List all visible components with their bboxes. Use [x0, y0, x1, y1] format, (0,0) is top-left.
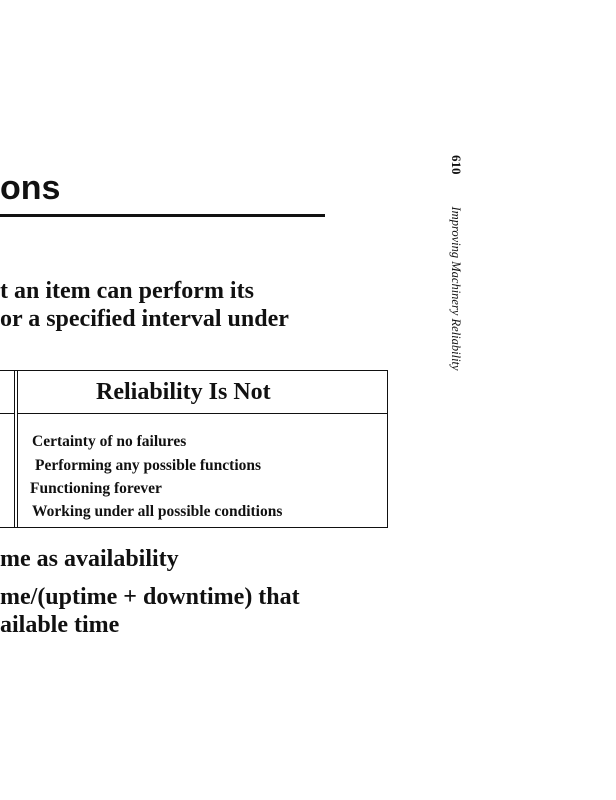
running-header: [447, 155, 465, 371]
table-cell: Functioning forever: [30, 480, 162, 497]
section-heading: ons: [0, 169, 61, 207]
table-cell: Working under all possible conditions: [32, 503, 283, 520]
table-cell: Certainty of no failures: [32, 433, 187, 450]
book-title: Improving Machinery Reliability: [449, 206, 463, 371]
table-header-rule: [17, 413, 388, 414]
table-column-header: Reliability Is Not: [96, 379, 271, 405]
table-header-rule-left: [0, 413, 14, 414]
note-line-2: me/(uptime + downtime) that: [0, 584, 300, 610]
definition-line-2: or a specified interval under: [0, 306, 289, 332]
table-divider-outer: [14, 370, 15, 528]
page-number: 610: [449, 155, 464, 175]
definition-line-1: t an item can perform its: [0, 278, 254, 304]
table-cell: Performing any possible functions: [35, 457, 262, 474]
note-line-3: ailable time: [0, 612, 120, 638]
note-line-1: me as availability: [0, 546, 179, 572]
heading-underline: [0, 214, 325, 217]
table-divider-inner: [17, 370, 18, 528]
